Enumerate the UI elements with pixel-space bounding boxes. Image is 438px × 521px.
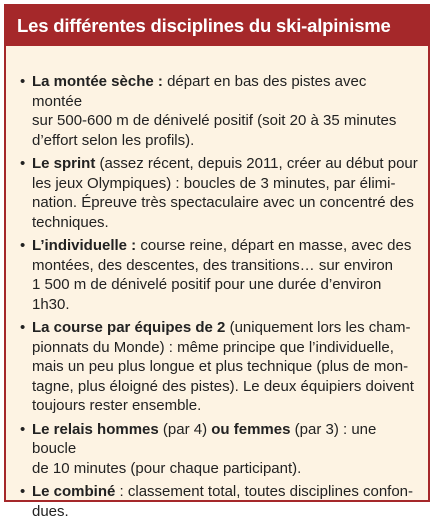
item-text-line: mais un peu plus longue et plus technique (plus de mon- [32,358,409,375]
box-title: Les différentes disciplines du ski-alpinisme [6,6,428,46]
item-text-line: (assez récent, depuis 2011, créer au début pour [99,155,418,172]
item-label: Le sprint [32,155,96,172]
item-text-line: pionnats du Monde) : même principe que l’individuelle, [32,338,394,356]
item-text-line: (uniquement lors les cham- [229,319,411,336]
discipline-list [20,72,418,521]
list-item-course-equipes [20,318,418,416]
item-label-mid: (par 4) [162,420,208,438]
list-item-relais [20,420,418,479]
bullet-icon: • [20,483,26,500]
item-text-line: nation. Épreuve très spectaculaire avec un concentré des [32,194,414,211]
item-text-line: départ en bas des pistes avec montée [32,73,367,110]
bullet-icon: • [20,420,26,438]
item-text-line: (par 3) : une boucle [32,420,377,457]
info-box [4,4,430,520]
list-item-combine [20,482,418,521]
item-text-line: course reine, départ en masse, avec des [140,237,412,254]
item-label: L’individuelle : [32,237,137,254]
item-label: La course par équipes de 2 [32,319,226,336]
item-text-line: les jeux Olympiques) : boucles de 3 minutes, par élimi- [32,174,396,192]
item-text-line: techniques. [32,213,109,231]
list-item-montee-seche [20,72,418,150]
bullet-icon: • [20,155,26,172]
box-content [6,46,428,521]
bullet-icon: • [20,73,26,90]
item-text-line: sur 500-600 m de dénivelé positif (soit 20 à 35 minutes [32,112,397,129]
item-label-2: ou femmes [211,420,291,438]
item-text-line: de 10 minutes (pour chaque participant). [32,459,302,477]
item-text-line: montées, des descentes, des transitions… sur environ [32,256,394,274]
bullet-icon: • [20,237,26,254]
item-text-line: toujours rester ensemble. [32,397,202,414]
item-label: Le relais hommes [32,420,159,438]
bullet-icon: • [20,319,26,336]
item-text-line: 1 500 m de dénivelé positif pour une durée d’environ 1h30. [32,276,382,313]
item-text-line: : classement total, toutes disciplines confon- [119,483,414,500]
item-label: La montée sèche : [32,73,163,90]
item-text-line: dues. [32,502,69,520]
list-item-sprint [20,154,418,232]
list-item-individuelle [20,236,418,314]
item-label: Le combiné [32,483,116,500]
item-text-line: tagne, plus éloigné des pistes). Le deux équipiers doivent [32,377,414,395]
item-text-line: d’effort selon les profils). [32,131,195,149]
